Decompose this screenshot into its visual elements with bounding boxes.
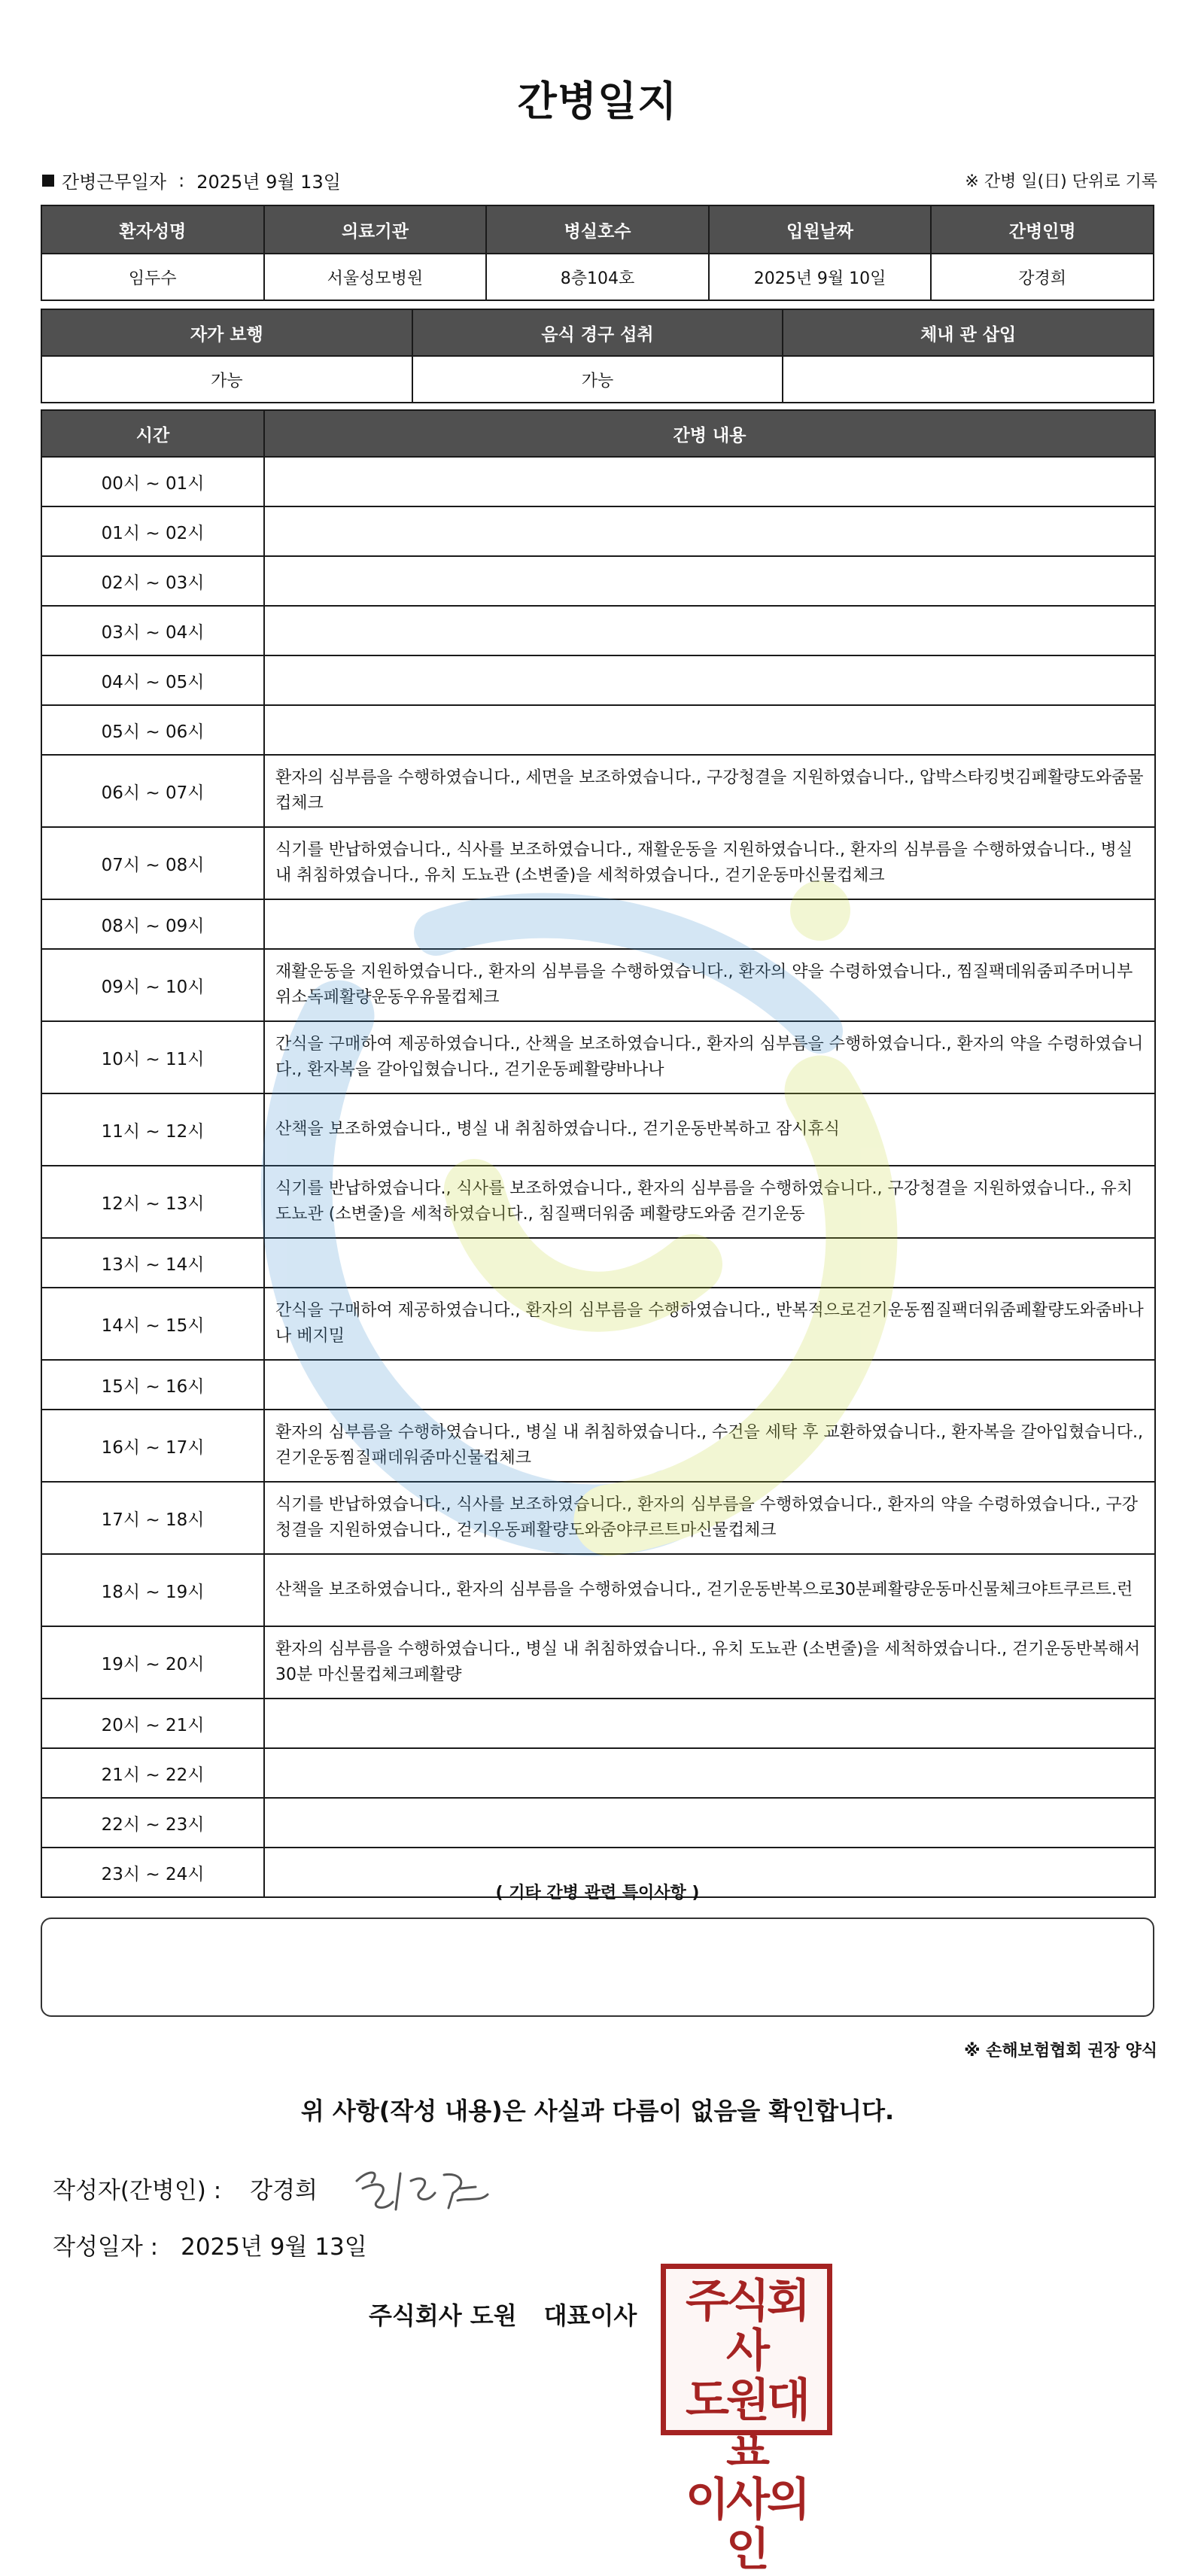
notes-title: ( 기타 간병 관련 특이사항 )	[495, 1884, 700, 1902]
header-admission-date: 입원날짜	[709, 205, 932, 254]
bullet-square-icon	[42, 175, 54, 187]
ability-value-row	[41, 356, 1154, 403]
log-row	[41, 457, 1155, 506]
header-room: 병실호수	[486, 205, 709, 254]
header-patient-name: 환자성명	[41, 205, 264, 254]
log-row	[41, 506, 1155, 556]
log-row	[41, 1093, 1155, 1166]
header-tube-insertion: 체내 관 삽입	[783, 309, 1154, 356]
seal-line-2: 도원대표	[686, 2374, 807, 2477]
log-row	[41, 1482, 1155, 1554]
written-date-label: 작성일자 :	[53, 2234, 159, 2261]
log-row	[41, 899, 1155, 949]
footnote: ※ 손해보험협회 권장 양식	[964, 2042, 1157, 2060]
log-row	[41, 1554, 1155, 1626]
work-date-value: 2025년 9월 13일	[196, 172, 341, 193]
log-time-cell: 03시 ~ 04시	[41, 606, 264, 655]
company-ceo-title: 대표이사	[543, 2301, 637, 2330]
log-time-cell: 08시 ~ 09시	[41, 899, 264, 949]
log-time-cell: 16시 ~ 17시	[41, 1410, 264, 1482]
log-content-cell: 식기를 반납하였습니다., 식사를 보조하였습니다., 재활운동을 지원하였습니다., 환자의 심부름을 수행하였습니다., 병실 내 취침하였습니다., 유치 도뇨관 (소변줄)을 세척하였습니다., 걷기운동마신물컵체크	[264, 827, 1155, 899]
caregiver-name: 강경희	[931, 254, 1154, 300]
log-content-cell	[264, 506, 1155, 556]
log-header-row	[41, 410, 1155, 457]
written-date-value: 2025년 9월 13일	[181, 2234, 367, 2261]
company-seal-stamp	[661, 2264, 832, 2576]
header-time: 시간	[41, 410, 264, 457]
log-row	[41, 556, 1155, 606]
log-row	[41, 655, 1155, 705]
log-time-cell: 19시 ~ 20시	[41, 1626, 264, 1699]
ability-header-row	[41, 309, 1154, 356]
notes-box	[41, 1918, 1154, 2017]
log-row	[41, 1699, 1155, 1748]
log-time-cell: 05시 ~ 06시	[41, 705, 264, 755]
log-time-cell: 18시 ~ 19시	[41, 1554, 264, 1626]
log-time-cell: 22시 ~ 23시	[41, 1798, 264, 1848]
log-content-cell	[264, 457, 1155, 506]
log-row	[41, 1410, 1155, 1482]
written-date-line	[53, 2228, 367, 2261]
log-time-cell: 14시 ~ 15시	[41, 1288, 264, 1360]
hourly-care-log-table	[41, 409, 1156, 1898]
log-content-cell: 환자의 심부름을 수행하였습니다., 병실 내 취침하였습니다., 수건을 세탁 후 교환하였습니다., 환자복을 갈아입혔습니다., 걷기운동찜질패데워줌마신물컵체크	[264, 1410, 1155, 1482]
log-time-cell: 06시 ~ 07시	[41, 755, 264, 827]
log-time-cell: 17시 ~ 18시	[41, 1482, 264, 1554]
log-content-cell	[264, 705, 1155, 755]
patient-name: 임두수	[41, 254, 264, 300]
log-row	[41, 949, 1155, 1021]
work-date-line	[42, 167, 341, 193]
log-row	[41, 606, 1155, 655]
company-name: 주식회사 도원	[369, 2301, 517, 2330]
log-body	[41, 457, 1155, 1897]
log-content-cell: 환자의 심부름을 수행하였습니다., 세면을 보조하였습니다., 구강청결을 지원하였습니다., 압박스타킹벗김페활량도와줌물컵체크	[264, 755, 1155, 827]
header-hospital: 의료기관	[264, 205, 487, 254]
log-row	[41, 1238, 1155, 1288]
log-content-cell	[264, 606, 1155, 655]
log-time-cell: 20시 ~ 21시	[41, 1699, 264, 1748]
log-content-cell: 식기를 반납하였습니다., 식사를 보조하였습니다., 환자의 심부름을 수행하였습니다., 환자의 약을 수령하였습니다., 구강청결을 지원하였습니다., 걷기우동페활량도와줌야쿠르트마신물컵체크	[264, 1482, 1155, 1554]
hospital-name: 서울성모병원	[264, 254, 487, 300]
log-content-cell	[264, 1748, 1155, 1798]
page-title: 간병일지	[517, 78, 678, 125]
writer-name: 강경희	[250, 2177, 318, 2204]
header-self-walking: 자가 보행	[41, 309, 412, 356]
log-row	[41, 1626, 1155, 1699]
seal-line-3: 이사의인	[686, 2474, 807, 2576]
log-row	[41, 1021, 1155, 1093]
patient-ability-table	[41, 309, 1154, 403]
log-content-cell: 간식을 구매하여 제공하였습니다., 산책을 보조하였습니다., 환자의 심부름을 수행하였습니다., 환자의 약을 수령하였습니다., 환자복을 갈아입혔습니다., 걷기운동페활량바나나	[264, 1021, 1155, 1093]
unit-note: ※ 간병 일(日) 단위로 기록	[965, 172, 1157, 191]
log-time-cell: 04시 ~ 05시	[41, 655, 264, 705]
self-walking-value: 가능	[41, 356, 412, 403]
log-row	[41, 1748, 1155, 1798]
header-caregiver: 간병인명	[931, 205, 1154, 254]
log-row	[41, 755, 1155, 827]
log-content-cell	[264, 1798, 1155, 1848]
patient-value-row	[41, 254, 1154, 300]
log-time-cell: 23시 ~ 24시	[41, 1848, 264, 1897]
log-time-cell: 07시 ~ 08시	[41, 827, 264, 899]
log-time-cell: 00시 ~ 01시	[41, 457, 264, 506]
oral-intake-value: 가능	[412, 356, 783, 403]
log-content-cell	[264, 1238, 1155, 1288]
log-row	[41, 705, 1155, 755]
log-row	[41, 827, 1155, 899]
log-row	[41, 1360, 1155, 1410]
log-time-cell: 01시 ~ 02시	[41, 506, 264, 556]
writer-line	[53, 2171, 318, 2205]
header-care-content: 간병 내용	[264, 410, 1155, 457]
log-row	[41, 1798, 1155, 1848]
company-line	[369, 2297, 637, 2331]
log-content-cell: 재활운동을 지원하였습니다., 환자의 심부름을 수행하였습니다., 환자의 약을 수령하였습니다., 찜질팩데워줌피주머니부위소독페활량운동우유물컵체크	[264, 949, 1155, 1021]
log-time-cell: 15시 ~ 16시	[41, 1360, 264, 1410]
log-content-cell: 산책을 보조하였습니다., 환자의 심부름을 수행하였습니다., 걷기운동반복으로30분페활량운동마신물체크야트쿠르트.런	[264, 1554, 1155, 1626]
log-content-cell	[264, 899, 1155, 949]
handwritten-signature	[348, 2158, 498, 2219]
log-time-cell: 02시 ~ 03시	[41, 556, 264, 606]
patient-header-row	[41, 205, 1154, 254]
header-oral-intake: 음식 경구 섭취	[412, 309, 783, 356]
log-row	[41, 1166, 1155, 1238]
log-content-cell	[264, 655, 1155, 705]
log-time-cell: 21시 ~ 22시	[41, 1748, 264, 1798]
patient-info-table	[41, 205, 1154, 301]
log-time-cell: 11시 ~ 12시	[41, 1093, 264, 1166]
log-content-cell	[264, 556, 1155, 606]
work-date-label: 간병근무일자	[62, 172, 167, 193]
log-content-cell: 식기를 반납하였습니다., 식사를 보조하였습니다., 환자의 심부름을 수행하였습니다., 구강청결을 지원하였습니다., 유치 도뇨관 (소변줄)을 세척하였습니다., 침질팩더워줌 페활량도와줌 걷기운동	[264, 1166, 1155, 1238]
tube-insertion-value	[783, 356, 1154, 403]
log-content-cell	[264, 1699, 1155, 1748]
room-number: 8층104호	[486, 254, 709, 300]
log-row	[41, 1288, 1155, 1360]
log-content-cell: 간식을 구매하여 제공하였습니다., 환자의 심부름을 수행하였습니다., 반복적으로걷기운동찜질팩더워줌페활량도와줌바나나 베지밀	[264, 1288, 1155, 1360]
log-time-cell: 09시 ~ 10시	[41, 949, 264, 1021]
log-content-cell	[264, 1360, 1155, 1410]
work-date-separator: :	[178, 169, 185, 191]
log-time-cell: 10시 ~ 11시	[41, 1021, 264, 1093]
log-content-cell: 산책을 보조하였습니다., 병실 내 취침하였습니다., 걷기운동반복하고 잠시휴식	[264, 1093, 1155, 1166]
admission-date: 2025년 9월 10일	[709, 254, 932, 300]
log-content-cell: 환자의 심부름을 수행하였습니다., 병실 내 취침하였습니다., 유치 도뇨관 (소변줄)을 세척하였습니다., 걷기운동반복해서30분 마신물컵체크페활량	[264, 1626, 1155, 1699]
writer-label: 작성자(간병인) :	[53, 2177, 222, 2204]
log-time-cell: 12시 ~ 13시	[41, 1166, 264, 1238]
log-time-cell: 13시 ~ 14시	[41, 1238, 264, 1288]
seal-line-1: 주식회사	[686, 2275, 807, 2377]
confirmation-statement: 위 사항(작성 내용)은 사실과 다름이 없음을 확인합니다.	[300, 2097, 895, 2125]
